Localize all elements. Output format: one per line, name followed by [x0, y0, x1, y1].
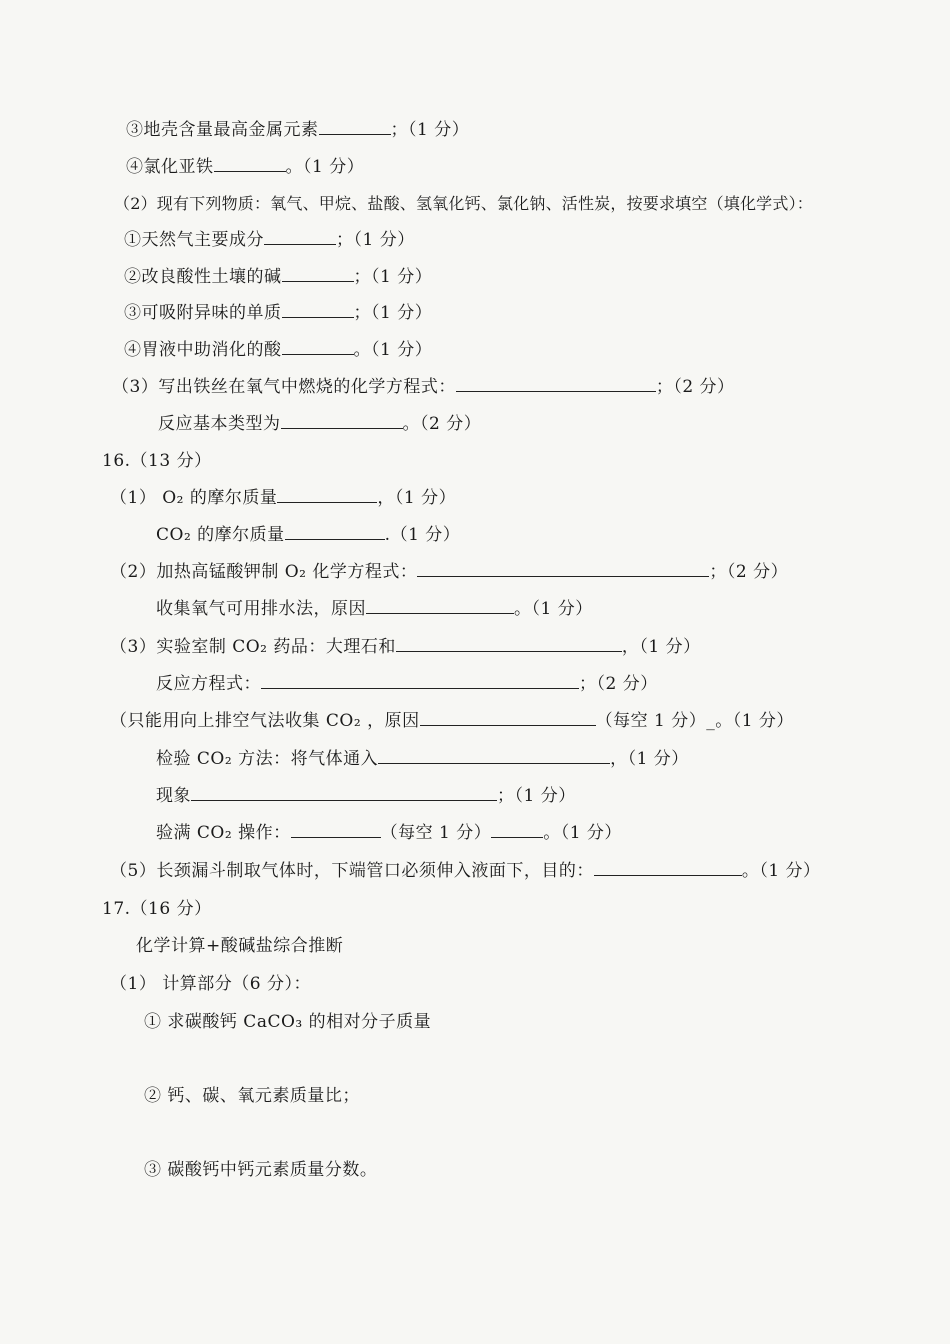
answer-blank[interactable]: [319, 118, 391, 135]
item-text: ② 钙、碳、氧元素质量比；: [144, 1086, 360, 1106]
q15-3-equation: [112, 375, 735, 399]
item-score: （每空 1 分）_。（1 分）: [595, 711, 794, 731]
q16-3-reagents: [110, 635, 701, 659]
item-score: ；（1 分）: [390, 120, 470, 140]
q16-phenomenon: [156, 784, 576, 808]
q17-header: [102, 897, 212, 921]
item-score: ；（2 分）: [579, 674, 658, 694]
answer-blank[interactable]: [282, 338, 354, 355]
answer-blank[interactable]: [261, 672, 579, 689]
item-text: 反应基本类型为: [158, 414, 281, 434]
item-text: （1） O₂ 的摩尔质量: [110, 488, 278, 508]
item-score: ；（1 分）: [353, 267, 433, 287]
q16-1-co2: [156, 523, 460, 547]
question-text: （2）现有下列物质：氧气、甲烷、盐酸、氢氧化钙、氯化钠、活性炭，按要求填空（填化学式）：: [114, 194, 813, 213]
answer-blank[interactable]: [264, 228, 336, 245]
item-text: 收集氧气可用排水法，原因: [156, 599, 366, 619]
answer-blank[interactable]: [191, 784, 497, 801]
q16-test-method: [156, 747, 689, 771]
item-score: ；（1 分）: [336, 230, 415, 250]
answer-blank[interactable]: [285, 523, 385, 540]
item-text: ④氯化亚铁: [126, 157, 214, 177]
item-text: ①天然气主要成分: [124, 230, 264, 250]
answer-blank[interactable]: [396, 635, 622, 652]
item-text: （5）长颈漏斗制取气体时，下端管口必须伸入液面下，目的：: [110, 861, 594, 881]
question-number: 16.（13 分）: [102, 451, 212, 471]
item-score: ；（1 分）: [497, 786, 576, 806]
q17-1-header: [110, 972, 311, 996]
item-score: .（1 分）: [384, 525, 461, 545]
q16-3-equation: [156, 672, 658, 696]
q16-2-equation: [110, 560, 788, 584]
answer-blank[interactable]: [594, 859, 742, 876]
section-text: （1） 计算部分（6 分）：: [110, 974, 311, 994]
q16-3-collection-reason: [110, 709, 794, 733]
q15-1-item3: [126, 118, 469, 142]
answer-blank[interactable]: [282, 265, 354, 282]
q15-2-item2: [124, 265, 432, 289]
item-score: ；（1 分）: [353, 303, 433, 323]
answer-blank[interactable]: [366, 597, 514, 614]
q17-1-item2: [144, 1084, 360, 1108]
item-score: ；（2 分）: [655, 377, 735, 397]
item-score: 。（1 分）: [741, 861, 821, 881]
item-text: （2）加热高锰酸钾制 O₂ 化学方程式：: [110, 562, 418, 582]
q16-5-funnel: [110, 859, 821, 883]
item-text: ① 求碳酸钙 CaCO₃ 的相对分子质量: [144, 1012, 432, 1032]
answer-blank[interactable]: [214, 155, 286, 172]
answer-blank[interactable]: [491, 821, 543, 838]
q16-header: [102, 449, 212, 473]
q15-1-item4: [126, 155, 364, 179]
q16-1-o2: [110, 486, 456, 510]
item-score: 。（1 分）: [353, 340, 433, 360]
answer-blank[interactable]: [378, 747, 610, 764]
answer-blank[interactable]: [282, 301, 354, 318]
item-score: ，（1 分）: [610, 749, 689, 769]
item-text: ③可吸附异味的单质: [124, 303, 282, 323]
item-text: CO₂ 的摩尔质量: [156, 525, 285, 545]
topic-text: 化学计算+酸碱盐综合推断: [136, 936, 344, 956]
item-score: 。（1 分）: [543, 823, 622, 843]
item-score: ，（1 分）: [621, 637, 701, 657]
answer-blank[interactable]: [291, 821, 381, 838]
item-text: ④胃液中助消化的酸: [124, 340, 282, 360]
item-text: 反应方程式：: [156, 674, 261, 694]
item-score: 。（2 分）: [402, 414, 482, 434]
q15-2-item4: [124, 338, 432, 362]
q16-full-check: [156, 821, 622, 845]
q15-2-item1: [124, 228, 415, 252]
item-score: 。（1 分）: [285, 157, 365, 177]
item-note: （每空 1 分）: [380, 823, 492, 843]
q17-topic: [136, 934, 343, 958]
q15-2-item3: [124, 301, 432, 325]
item-score: ；（2 分）: [709, 562, 789, 582]
answer-blank[interactable]: [456, 375, 656, 392]
answer-blank[interactable]: [281, 412, 403, 429]
item-text: （只能用向上排空气法收集 CO₂ ，原因: [110, 711, 420, 731]
answer-blank[interactable]: [277, 486, 377, 503]
item-text: ③ 碳酸钙中钙元素质量分数。: [144, 1160, 378, 1180]
question-number: 17.（16 分）: [102, 899, 212, 919]
item-text: 验满 CO₂ 操作：: [156, 823, 291, 843]
item-text: 现象: [156, 786, 191, 806]
q15-2-header: [114, 192, 813, 216]
item-text: 检验 CO₂ 方法：将气体通入: [156, 749, 379, 769]
q15-3-reaction-type: [158, 412, 481, 436]
item-text: （3）写出铁丝在氧气中燃烧的化学方程式：: [112, 377, 456, 397]
answer-blank[interactable]: [417, 560, 709, 577]
q17-1-item3: [144, 1158, 377, 1182]
answer-blank[interactable]: [420, 709, 596, 726]
q16-2-reason: [156, 597, 593, 621]
item-text: （3）实验室制 CO₂ 药品：大理石和: [110, 637, 396, 657]
item-text: ③地壳含量最高金属元素: [126, 120, 319, 140]
item-score: 。（1 分）: [514, 599, 593, 619]
q17-1-item1: [144, 1010, 431, 1034]
item-text: ②改良酸性土壤的碱: [124, 267, 282, 287]
item-score: ，（1 分）: [377, 488, 457, 508]
